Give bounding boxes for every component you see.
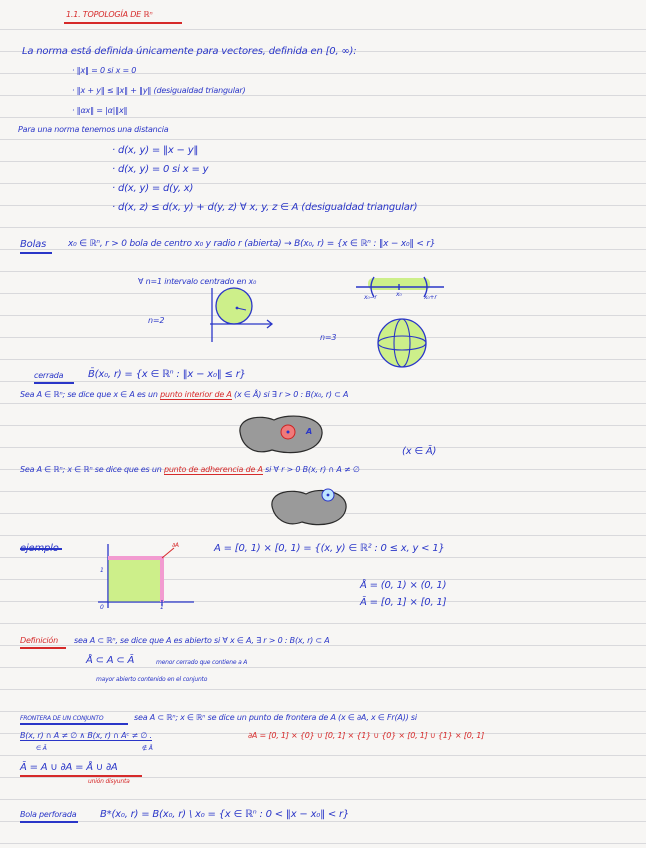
- open-set-definition: sea A ⊂ ℝⁿ, se dice que A es abierto si ∀ x ∈ A, ∃ r > 0 : B(x, r) ⊂ A: [74, 636, 330, 645]
- square-axis-label-origin: 0: [100, 604, 104, 611]
- closure-decomposition: Ā = A ∪ ∂A = Å ∪ ∂A: [20, 762, 118, 773]
- frontier-label-underline: [20, 723, 128, 725]
- example-boundary: ∂A = [0, 1] × {0} ∪ [0, 1] × {1} ∪ {0} × [0, 1] ∪ {1} × [0, 1]: [248, 731, 485, 740]
- norm-intro: La norma está definida únicamente para vectores, definida en [0, ∞):: [22, 46, 357, 57]
- closed-ball-definition: B̄(x₀, r) = {x ∈ ℝⁿ : ‖x − x₀‖ ≤ r}: [88, 369, 246, 380]
- distance-intro: Para una norma tenemos una distancia: [18, 125, 169, 134]
- distance-prop-4: · d(x, z) ≤ d(x, y) + d(y, z) ∀ x, y, z ∈ A (desigualdad triangular): [112, 202, 418, 213]
- adherence-text-end: si ∀ r > 0 B(x, r) ∩ A ≠ ∅: [262, 465, 360, 474]
- definition-label: Definición: [20, 636, 59, 645]
- closure-disjoint-note: unión disyunta: [88, 778, 130, 785]
- interval-tick-right: x₀+r: [424, 294, 437, 301]
- ball-n2-caption: n=2: [148, 316, 165, 325]
- closure-note: menor cerrado que contiene a A: [156, 659, 248, 666]
- balls-label: Bolas: [20, 239, 47, 250]
- example-closure: Ā = [0, 1] × [0, 1]: [360, 597, 447, 608]
- interior-blob-figure: [232, 412, 330, 456]
- distance-prop-2: · d(x, y) = 0 si x = y: [112, 164, 209, 175]
- square-axis-label-y: 1: [100, 567, 104, 574]
- distance-prop-1: · d(x, y) = ‖x − y‖: [112, 145, 199, 156]
- interior-blob-label: A: [306, 427, 312, 436]
- balls-label-underline: [20, 252, 52, 254]
- closed-ball-label: cerrada: [34, 371, 64, 380]
- interior-text-end: (x ∈ Å) si ∃ r > 0 : B(x₀, r) ⊂ A: [231, 390, 349, 399]
- example-definition: A = [0, 1) × [0, 1) = {(x, y) ∈ ℝ² : 0 ≤ x, y < 1}: [214, 543, 445, 554]
- punctured-ball-definition: B*(x₀, r) = B(x₀, r) \ x₀ = {x ∈ ℝⁿ : 0 < ‖x − x₀‖ < r}: [100, 809, 350, 820]
- norm-prop-2: · ‖x + y‖ ≤ ‖x‖ + ‖y‖ (desigualdad triangular): [72, 86, 246, 95]
- frontier-definition: sea A ⊂ ℝⁿ; x ∈ ℝⁿ se dice un punto de frontera de A (x ∈ ∂A, x ∈ Fr(A)) si: [134, 713, 417, 722]
- frontier-condition: B(x, r) ∩ A ≠ ∅ ∧ B(x, r) ∩ Aᶜ ≠ ∅ .: [20, 731, 152, 740]
- title-underline: [64, 22, 182, 24]
- interval-tick-center: x₀: [396, 291, 402, 298]
- sphere-figure: [374, 315, 430, 371]
- punctured-ball-label-underline: [20, 821, 78, 823]
- interior-note: mayor abierto contenido en el conjunto: [96, 676, 208, 683]
- adherence-definition: [20, 466, 360, 474]
- closure-decomposition-underline: [20, 775, 142, 777]
- interval-tick-left: x₀−r: [364, 294, 377, 301]
- interior-definition: [20, 391, 348, 399]
- adherence-text-start: Sea A ∈ ℝⁿ; x ∈ ℝⁿ se dice que es un: [20, 465, 164, 474]
- ball-n3-caption: n=3: [320, 333, 337, 342]
- closed-ball-underline: [34, 382, 74, 384]
- adherence-term: punto de adherencia de A: [163, 465, 263, 474]
- norm-prop-3: · ‖αx‖ = |α|‖x‖: [72, 106, 128, 115]
- square-figure: [94, 540, 198, 616]
- example-interior: Å = (0, 1) × (0, 1): [360, 580, 447, 591]
- disk-figure: [206, 284, 278, 346]
- frontier-sub-interior: ∉ Å: [142, 745, 153, 752]
- square-boundary-label: ∂A: [172, 542, 179, 549]
- balls-definition: x₀ ∈ ℝⁿ, r > 0 bola de centro x₀ y radio r (abierta) → B(x₀, r) = {x ∈ ℝⁿ : ‖x − x₀‖ < r}: [68, 239, 436, 249]
- interior-term: punto interior de A: [160, 390, 232, 399]
- page-title: 1.1. TOPOLOGÍA DE ℝⁿ: [66, 10, 153, 19]
- ball-n1-caption: ∀ n=1 intervalo centrado en x₀: [138, 277, 257, 286]
- adherence-blob-figure: [266, 486, 352, 528]
- punctured-ball-label: Bola perforada: [20, 810, 77, 819]
- distance-prop-3: · d(x, y) = d(y, x): [112, 183, 194, 194]
- adherence-note: (x ∈ Ā): [402, 446, 437, 457]
- example-strike: [20, 548, 62, 550]
- interior-text-start: Sea A ∈ ℝⁿ; se dice que x ∈ A es un: [20, 390, 161, 399]
- square-axis-label-x: 1: [160, 604, 164, 611]
- frontier-sub-closure: ∈ Ā: [36, 745, 47, 752]
- definition-label-underline: [20, 647, 66, 649]
- norm-prop-1: · ‖x‖ = 0 si x = 0: [72, 66, 137, 75]
- inclusion-chain: Å ⊂ A ⊂ Ā: [86, 655, 135, 666]
- frontier-label: FRONTERA DE UN CONJUNTO: [20, 715, 104, 722]
